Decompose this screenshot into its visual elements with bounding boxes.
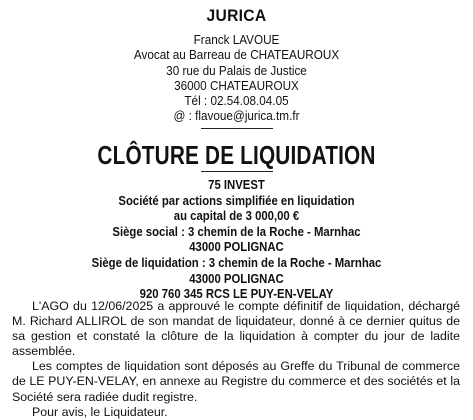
- registered-office: Siège social : 3 chemin de la Roche - Marnhac: [112, 224, 361, 239]
- signature-line: Pour avis, le Liquidateur.: [32, 404, 168, 419]
- address-street: 30 rue du Palais de Justice: [166, 63, 307, 78]
- company-form: Société par actions simplifiée en liquidation: [118, 193, 355, 208]
- notice-title: CLÔTURE DE LIQUIDATION: [97, 140, 376, 170]
- company-registration: 920 760 345 RCS LE PUY-EN-VELAY: [139, 287, 334, 302]
- liquidation-office: Siège de liquidation : 3 chemin de la Roche - Marnhac: [91, 255, 382, 270]
- body-paragraph: Les comptes de liquidation sont déposés au Greffe du Tribunal de commerce de LE PUY-EN-VELAY, en annexe au Registre du commerce et des sociétés et la Société sera radiée dudit registre.: [12, 359, 460, 404]
- notice-body: [12, 299, 460, 420]
- email-line: @ : flavoue@jurica.tm.fr: [173, 109, 300, 124]
- address-city: 36000 CHATEAUROUX: [174, 78, 299, 93]
- lawyer-contact-block: [0, 33, 473, 125]
- phone-line: Tél : 02.54.08.04.05: [184, 94, 289, 109]
- company-name: 75 INVEST: [208, 178, 265, 192]
- divider-bottom: [201, 171, 273, 172]
- divider-top: [201, 128, 273, 129]
- company-details: [0, 178, 473, 303]
- lawyer-name: Franck LAVOUE: [193, 33, 280, 47]
- body-paragraph: L'AGO du 12/06/2025 a approuvé le compte définitif de liquidation, déchargé M. Richard ALLIROL de son mandat de liquidateur, donné à ce dernier quitus de sa gestion et constaté la clôture de la liquidation à compter du jour de ladite assemblée.: [12, 299, 460, 359]
- registered-office-city: 43000 POLIGNAC: [189, 240, 284, 255]
- firm-brand: JURICA: [206, 6, 267, 25]
- liquidation-office-city: 43000 POLIGNAC: [189, 271, 284, 286]
- lawyer-title: Avocat au Barreau de CHATEAUROUX: [133, 48, 340, 63]
- company-capital: au capital de 3 000,00 €: [173, 209, 300, 224]
